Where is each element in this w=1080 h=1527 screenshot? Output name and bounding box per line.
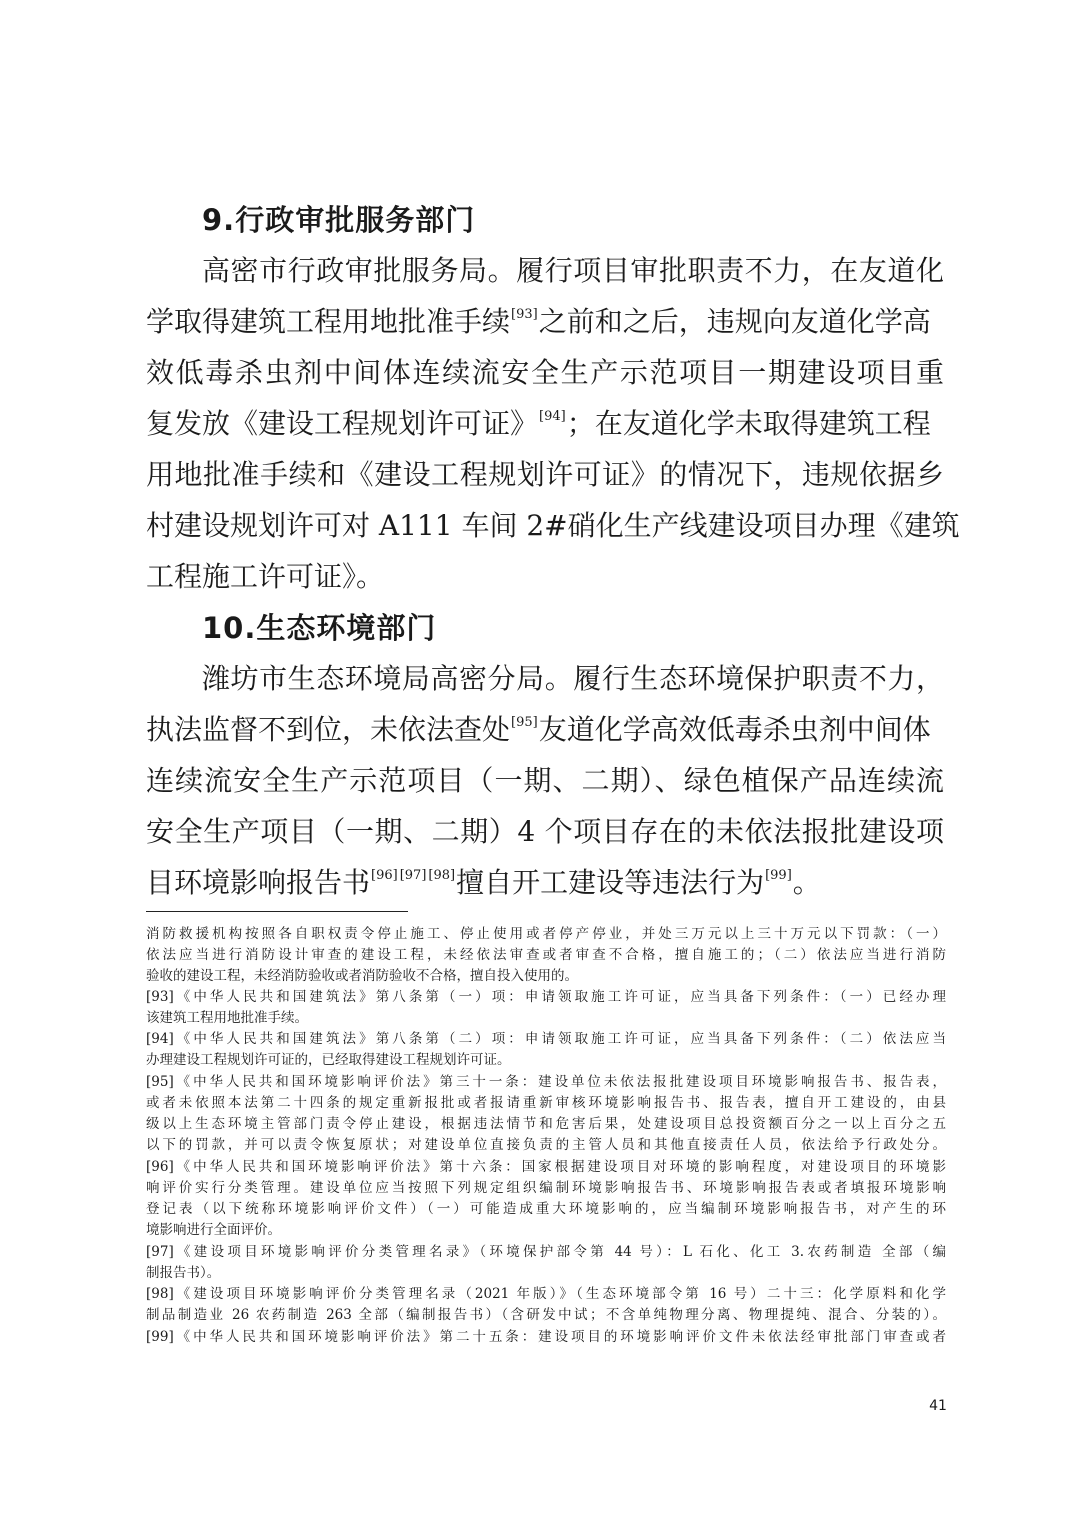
footnote-line: 制报告书）。 (146, 1265, 221, 1281)
paragraph-line: 高密市行政审批服务局。履行项目审批职责不力，在友道化 (202, 254, 944, 287)
footnote-97: [97]《建设项目环境影响评价分类管理名录》（环境保护部令第 44 号）：L 石化、化工 3.农药制造 全部（编 (146, 1244, 946, 1260)
paragraph-line: 安全生产项目（一期、二期）4 个项目存在的未依法报批建设项 (146, 815, 944, 848)
paragraph-line: 目环境影响报告书[96] [97] [98]擅自开工建设等违法行为[99]。 (146, 866, 821, 899)
footnote-ref-95[interactable]: [95] (511, 715, 538, 730)
paragraph-line: 执法监督不到位，未依法查处[95]友道化学高效低毒杀虫剂中间体 (146, 713, 931, 746)
section-heading-administrative-approval: 9.行政审批服务部门 (202, 203, 476, 237)
footnote-ref-98[interactable]: [98] (428, 868, 456, 883)
footnote-ref-96[interactable]: [96] (371, 868, 398, 883)
footnote-ref-97[interactable]: [97] (399, 868, 427, 883)
footnote-separator (146, 911, 408, 912)
footnote-line: 响评价实行分类管理。建设单位应当按照下列规定组织编制环境影响报告书、环境影响报告表或者填报环境影响 (146, 1180, 946, 1196)
footnote-ref-94[interactable]: [94] (539, 409, 566, 424)
paragraph-line: 复发放《建设工程规划许可证》[94]；在友道化学未取得建筑工程 (146, 407, 931, 440)
footnote-ref-99[interactable]: [99] (765, 868, 792, 883)
footnote-line: 或者未依照本法第二十四条的规定重新报批或者报请重新审核环境影响报告书、报告表，擅自开工建设的，由县 (146, 1095, 946, 1111)
paragraph-line: 连续流安全生产示范项目（一期、二期）、绿色植保产品连续流 (146, 764, 944, 797)
section-heading-ecological-environment: 10.生态环境部门 (202, 611, 437, 645)
footnote-line: 以下的罚款，并可以责令恢复原状；对建设单位直接负责的主管人员和其他直接责任人员，依法给予行政处分。 (146, 1137, 946, 1153)
footnote-95: [95]《中华人民共和国环境影响评价法》第三十一条：建设单位未依法报批建设项目环境影响报告书、报告表， (146, 1074, 946, 1090)
page-number: 41 (929, 1398, 947, 1414)
footnote-line: 验收的建设工程，未经消防验收或者消防验收不合格，擅自投入使用的。 (146, 968, 578, 984)
footnote-line: 办理建设工程规划许可证的，已经取得建设工程规划许可证。 (146, 1052, 511, 1068)
paragraph-line: 潍坊市生态环境局高密分局。履行生态环境保护职责不力， (202, 662, 944, 695)
paragraph-line: 效低毒杀虫剂中间体连续流安全生产示范项目一期建设项目重 (146, 356, 944, 389)
footnote-line: 境影响进行全面评价。 (146, 1222, 281, 1238)
footnote-line: 制品制造业 26 农药制造 263 全部（编制报告书）（含研发中试；不含单纯物理分离、物理提纯、混合、分装的）。 (146, 1307, 946, 1323)
paragraph-line: 工程施工许可证》。 (146, 560, 385, 593)
footnote-line: 级以上生态环境主管部门责令停止建设，根据违法情节和危害后果，处建设项目总投资额百分之一以上百分之五 (146, 1116, 946, 1132)
footnote-line: 登记表（以下统称环境影响评价文件）（一）可能造成重大环境影响的，应当编制环境影响报告书，对产生的环 (146, 1201, 946, 1217)
footnote-96: [96]《中华人民共和国环境影响评价法》第十六条：国家根据建设项目对环境的影响程度，对建设项目的环境影 (146, 1159, 946, 1175)
paragraph-line: 学取得建筑工程用地批准手续[93]之前和之后，违规向友道化学高 (146, 305, 931, 338)
paragraph-line: 用地批准手续和《建设工程规划许可证》的情况下，违规依据乡 (146, 458, 944, 491)
footnote-98: [98]《建设项目环境影响评价分类管理名录（2021 年版）》（生态环境部令第 16 号）二十三：化学原料和化学 (146, 1286, 946, 1302)
footnote-ref-93[interactable]: [93] (511, 307, 538, 322)
footnote-line: 该建筑工程用地批准手续。 (146, 1010, 308, 1026)
footnote-line: 依法应当进行消防设计审查的建设工程，未经依法审查或者审查不合格，擅自施工的；（二）依法应当进行消防 (146, 947, 946, 963)
footnote-94: [94]《中华人民共和国建筑法》第八条第（二）项：申请领取施工许可证，应当具备下列条件：（二）依法应当 (146, 1031, 946, 1047)
paragraph-line: 村建设规划许可对 A111 车间 2#硝化生产线建设项目办理《建筑 (146, 509, 960, 542)
footnote-93: [93]《中华人民共和国建筑法》第八条第（一）项：申请领取施工许可证，应当具备下列条件：（一）已经办理 (146, 989, 946, 1005)
footnote-99: [99]《中华人民共和国环境影响评价法》第二十五条：建设项目的环境影响评价文件未依法经审批部门审查或者 (146, 1329, 946, 1345)
footnote-line: 消防救援机构按照各自职权责令停止施工、停止使用或者停产停业，并处三万元以上三十万元以下罚款：（一） (146, 926, 946, 942)
